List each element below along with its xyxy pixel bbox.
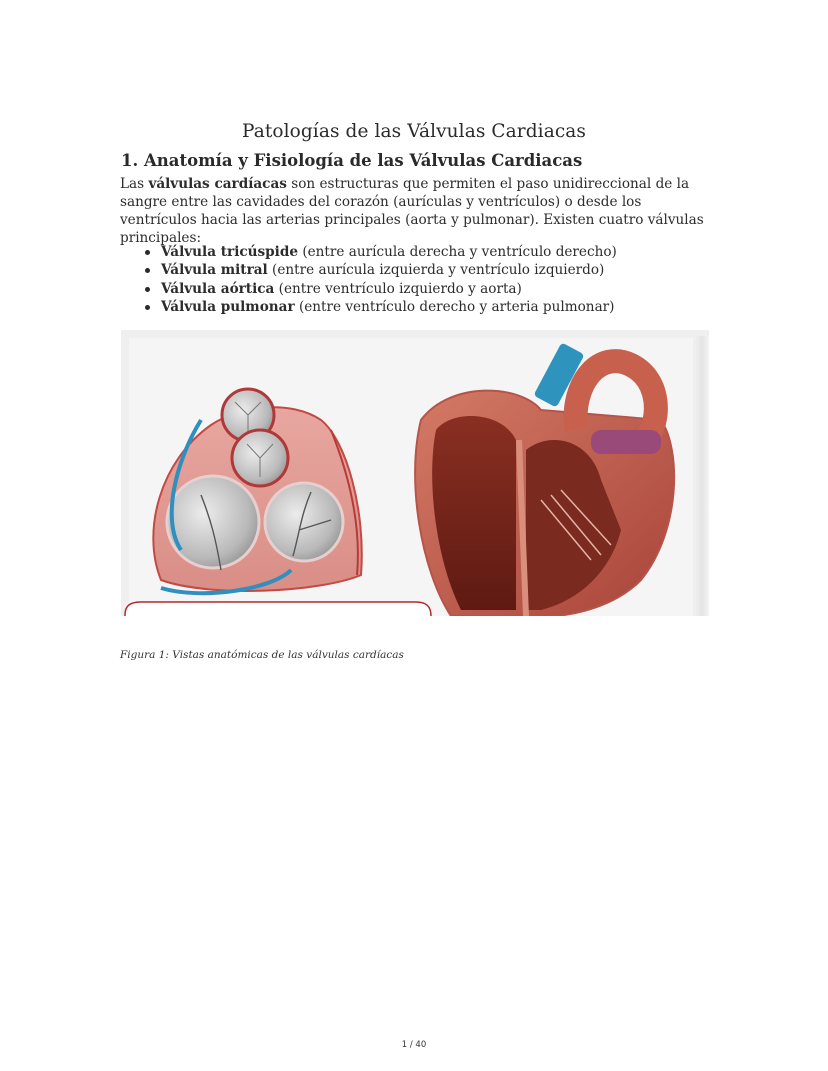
document-title: Patologías de las Válvulas Cardiacas — [241, 121, 587, 142]
paragraph-bold-term: válvulas cardíacas — [148, 176, 287, 192]
bullet-icon — [145, 287, 150, 292]
valve-detail: (entre aurícula izquierda y ventrículo izquierdo) — [267, 262, 605, 279]
valve-list-item — [140, 261, 617, 279]
valve-name: Válvula pulmonar — [161, 298, 295, 315]
heart-section-view — [415, 342, 674, 616]
page-indicator: 1 / 40 — [401, 1040, 427, 1050]
valve-detail: (entre aurícula derecha y ventrículo derecho) — [298, 244, 617, 260]
figure-caption: Figura 1: Vistas anatómicas de las válvulas cardíacas — [120, 649, 404, 661]
valve-list-item — [140, 298, 617, 316]
heart-valves-figure — [121, 330, 709, 616]
heart-illustration — [121, 330, 709, 616]
valve-detail: (entre ventrículo izquierdo y aorta) — [274, 280, 522, 297]
valve-list-item — [140, 280, 617, 298]
valve-name: Válvula tricúspide — [161, 244, 298, 260]
valve-list — [140, 243, 617, 316]
valve-detail: (entre ventrículo derecho y arteria pulmonar) — [294, 298, 615, 315]
section-heading: 1. Anatomía y Fisiología de las Válvulas Cardiacas — [121, 151, 583, 170]
bullet-icon — [145, 250, 150, 255]
valve-name: Válvula aórtica — [161, 280, 275, 297]
bullet-icon — [145, 268, 150, 273]
intro-paragraph — [120, 175, 710, 247]
valve-list-item — [140, 243, 617, 261]
callout-box — [125, 602, 431, 616]
valve-name: Válvula mitral — [161, 262, 268, 279]
paragraph-body: son estructuras que permiten el paso unidireccional de la sangre entre las cavidades del corazón (aurículas y ventrículos) o desde los ventrículos hacia las arterias principales (aorta y pulmonar). Existen cuatro válvulas principales: — [120, 176, 704, 246]
valvular-plane-view — [153, 389, 361, 593]
bullet-icon — [145, 305, 150, 310]
paragraph-prefix: Las — [120, 176, 149, 192]
